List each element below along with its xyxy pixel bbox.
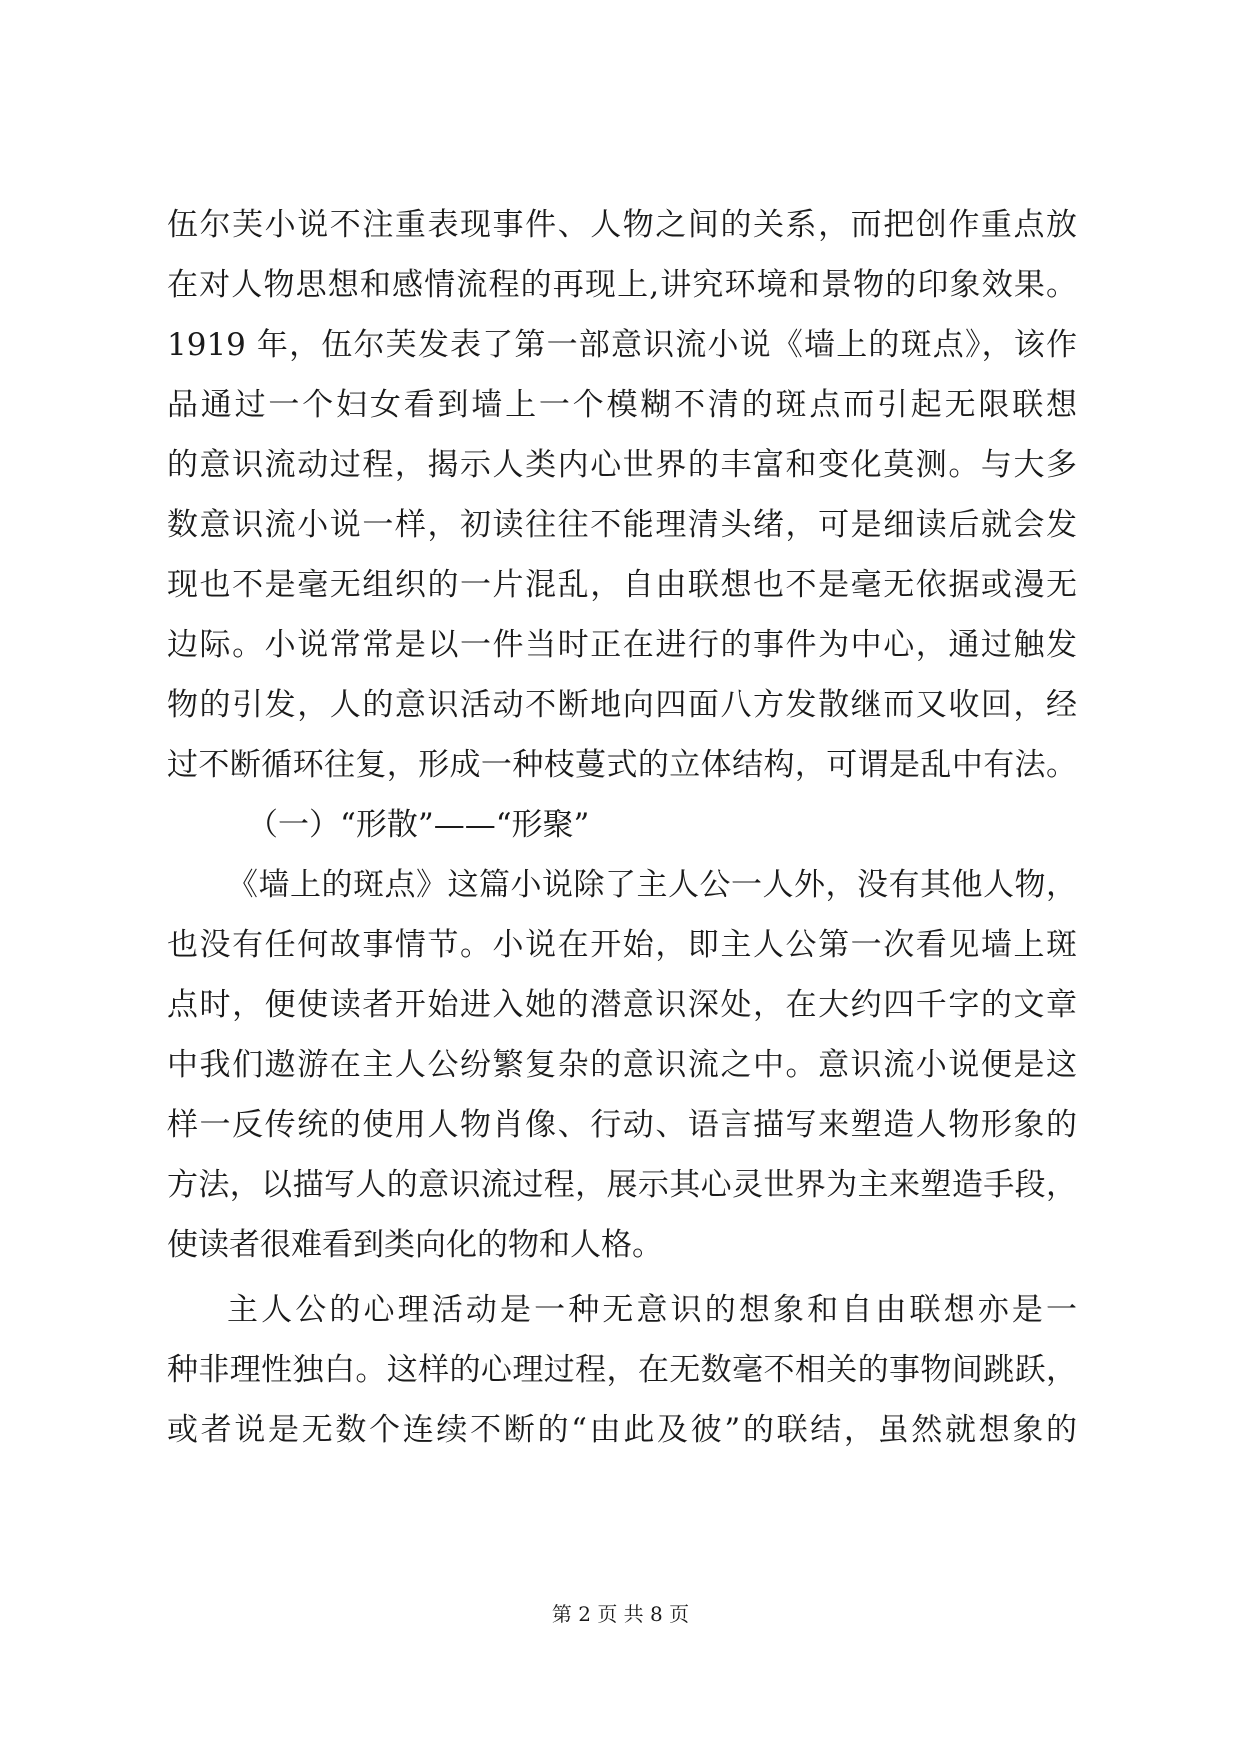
text-line: 过不断循环往复，形成一种枝蔓式的立体结构，可谓是乱中有法。 [167, 747, 1077, 783]
text-line: 现也不是毫无组织的一片混乱，自由联想也不是毫无依据或漫无 [167, 567, 1077, 603]
section-heading: （一）“形散”——“形聚” [247, 807, 590, 843]
text-line: 物的引发，人的意识活动不断地向四面八方发散继而又收回，经 [167, 687, 1077, 723]
text-line: 也没有任何故事情节。小说在开始，即主人公第一次看见墙上斑 [167, 927, 1077, 963]
text-line: 中我们遨游在主人公纷繁复杂的意识流之中。意识流小说便是这 [167, 1047, 1077, 1083]
text-line: 1919 年，伍尔芙发表了第一部意识流小说《墙上的斑点》，该作 [167, 327, 1077, 363]
text-line: 使读者很难看到类向化的物和人格。 [167, 1227, 663, 1263]
text-line: 方法，以描写人的意识流过程，展示其心灵世界为主来塑造手段， [167, 1167, 1077, 1203]
text-line: 种非理性独白。这样的心理过程，在无数毫不相关的事物间跳跃， [167, 1352, 1077, 1388]
text-line: 数意识流小说一样，初读往往不能理清头绪，可是细读后就会发 [167, 507, 1077, 543]
text-line: 主人公的心理活动是一种无意识的想象和自由联想亦是一 [227, 1292, 1077, 1328]
text-line: 样一反传统的使用人物肖像、行动、语言描写来塑造人物形象的 [167, 1107, 1077, 1143]
text-line: 品通过一个妇女看到墙上一个模糊不清的斑点而引起无限联想 [167, 387, 1077, 423]
text-line: 的意识流动过程，揭示人类内心世界的丰富和变化莫测。与大多 [167, 447, 1077, 483]
text-line: 《墙上的斑点》这篇小说除了主人公一人外，没有其他人物， [227, 867, 1077, 903]
text-line: 在对人物思想和感情流程的再现上,讲究环境和景物的印象效果。 [167, 267, 1077, 303]
text-line: 边际。小说常常是以一件当时正在进行的事件为中心，通过触发 [167, 627, 1077, 663]
page-footer: 第 2 页 共 8 页 [551, 1602, 690, 1626]
text-line: 点时，便使读者开始进入她的潜意识深处，在大约四千字的文章 [167, 987, 1077, 1023]
text-line: 或者说是无数个连续不断的“由此及彼”的联结，虽然就想象的 [167, 1412, 1077, 1448]
text-line: 伍尔芙小说不注重表现事件、人物之间的关系，而把创作重点放 [167, 207, 1077, 243]
